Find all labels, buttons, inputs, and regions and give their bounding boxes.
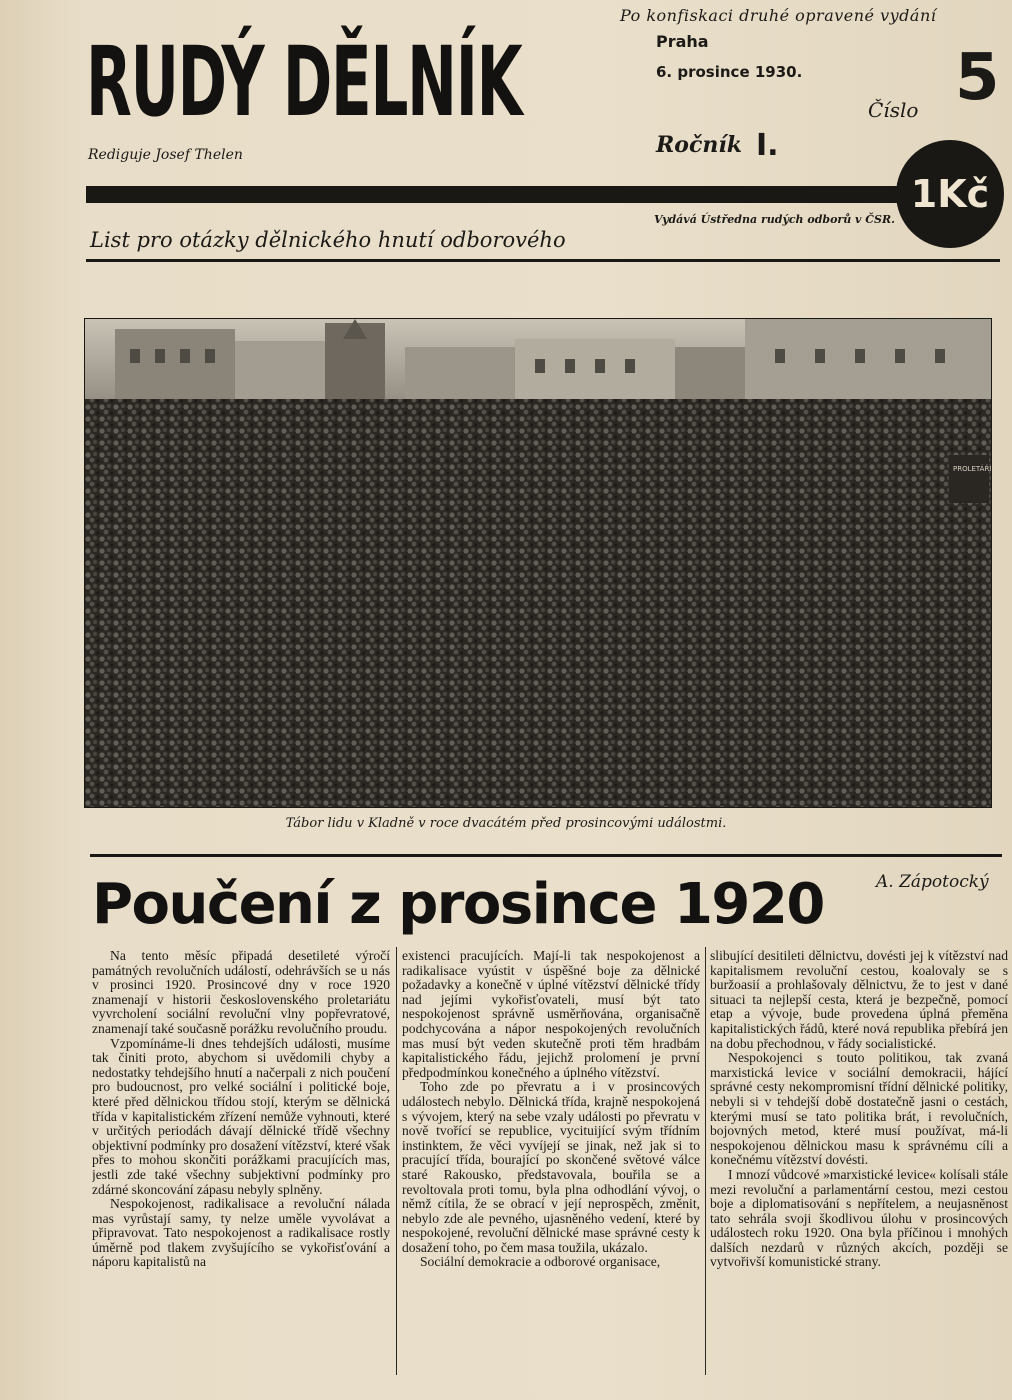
issue-label: Číslo — [868, 98, 919, 122]
paragraph: Nespokojenost, radikalisace a revoluční nálada mas vyrůstají samy, ty nelze uměle vyvolávat a připravovat. Tato nespokojenost a radikalisace rostly úměrně pod tlakem zvyšujícího se vykořisťování a náporu kapitalistů na — [92, 1196, 390, 1270]
photo-caption: Tábor lidu v Kladně v roce dvacátém před prosincovými událostmi. — [285, 816, 727, 831]
publisher-note: Vydává Ústředna rudých odborů v ČSR. — [654, 213, 895, 226]
volume-label: Ročník — [656, 132, 742, 158]
masthead-title: RUDÝ DĚLNÍK — [86, 26, 522, 138]
paragraph: existenci pracujících. Mají-li tak nespokojenost a radikalisace vyústit v úspěšné boje za dělnické požadavky a konečně v úplné vítězství dělnické třídy nad jejími vykořisťovateli, musí být tato nespokojenost správně usměrňována, organisačně podchycována a nápor nespokojených revolučních mas musí být veden skutečně proti těm hradbám kapitalistického řádu, jejichž prolomení je první předpodmínkou konečného a úplného vítězství. — [402, 949, 700, 1080]
city: Praha — [656, 32, 709, 51]
tagline: List pro otázky dělnického hnutí odborového — [90, 228, 566, 252]
issue-date: 6. prosince 1930. — [656, 63, 803, 81]
paragraph: Toho zde po převratu a i v prosincových událostech nebylo. Dělnická třída, krajně nespokojená s vývojem, který na sebe vzaly události po převratu v nově tvořící se republice, vycituijící svým třídním instinktem, že věci vyvíjejí se jinak, než jak si to pracující třída, bourající po skončené světové válce staré Rakousko, představovala, bouřila se a revoltovala proti tomu, byla plna odhodlání vývoj, o němž cítila, že se obrací v její neprospěch, změnit, nebylo zde ale pevného, ujasněného vedení, které by nespokojené, revoluční dělnické mase správné cesty k dosažení toho, po čem masa toužila, ukázalo. — [402, 1079, 700, 1255]
article-column-1 — [92, 949, 390, 1377]
crowd-photo — [84, 318, 992, 808]
column-divider — [705, 947, 706, 1375]
article-column-3 — [710, 949, 1008, 1377]
editor-credit: Rediguje Josef Thelen — [88, 147, 243, 163]
paragraph: Sociální demokracie a odborové organisace, — [420, 1254, 661, 1270]
article-column-2 — [402, 949, 700, 1377]
paragraph: slibující desitileti dělnictvu, dovésti jej k vítězství nad kapitalismem revoluční cestou, koalovaly se s buržoasií a prohlašovaly dělnictvu, že to jest v dané situaci ta nejlepší cesta, která je bezpečně, pomocí etap a vývoje, bude provedena úplná přeměna kapitalistických řádů, které nová republika přebírá jen na dobu přechodnou, v řády socialistické. — [710, 949, 1008, 1051]
article-headline: Poučení z prosince 1920 — [92, 872, 824, 937]
paragraph: I mnozí vůdcové »marxistické levice« kolísali stále mezi revoluční a parlamentární cestou, mezi cestou boje a diplomatisování s nepřítelem, a neujasněnost tato sehrála svoji škodlivou úlohu v prosincových událostech roku 1920. Ona byla příčinou i mnohých dalších nezdarů v různých akcích, později se vytvořivší komunistické strany. — [710, 1166, 1008, 1270]
confiscation-note: Po konfiskaci druhé opravené vydání — [620, 6, 937, 25]
volume-number: I. — [756, 128, 779, 163]
paragraph: Vzpomínáme-li dnes tehdejších události, musíme tak činiti proto, abychom si uvědomili chyby a nedostatky tehdejšího hnutí a načerpali z nich poučení pro budoucnost, pro velké sociální i politické boje, které před dělnickou třídou stojí, kterým se dělnická třída v kapitalistickém zřízení nemůže vyhnouti, které v určitých periodách dávají dělnické třídě všechny objektivní podmínky pro dosažení vítězství, které však přes to mohou skončiti porážkami pracujících mas, jestli zde také všechny subjektivní podmínky pro zdárné skoncování zápasu nebyly splněny. — [92, 1035, 390, 1197]
column-divider — [396, 947, 397, 1375]
masthead-rule — [86, 186, 900, 203]
price-badge: 1Kč — [896, 140, 1004, 248]
paragraph: Na tento měsíc připadá desetileté výročí památných revolučních událostí, odehrávších se u nás v prosinci 1920. Prosincové dny v roce 1920 znamenají v historii československého proletariátu vyvrcholení sociální revoluční vlny popřevratové, znamenají také současně porážku revolučního proudu. — [92, 949, 390, 1036]
tagline-rule — [86, 259, 1000, 262]
paragraph: Nespokojenci s touto politikou, tak zvaná marxistická levice v sociální demokracii, hájící správné cesty nekompromisní třídní dělnické politiky, nebyli si v tehdejší době dostatečně jasni o cestách, kterými musí se tato politika brát, i revolučních, bojovných metod, které musí používat, má-li nespokojenou dělnickou masu k správnému cíli a konečnému vítězství dovésti. — [710, 1050, 1008, 1168]
article-author: A. Zápotocký — [876, 872, 989, 892]
issue-number: 5 — [955, 41, 1000, 115]
crowd-photo-image — [85, 319, 991, 807]
banner-text: PROLETÁŘI — [953, 465, 991, 473]
headline-rule — [90, 854, 1002, 857]
